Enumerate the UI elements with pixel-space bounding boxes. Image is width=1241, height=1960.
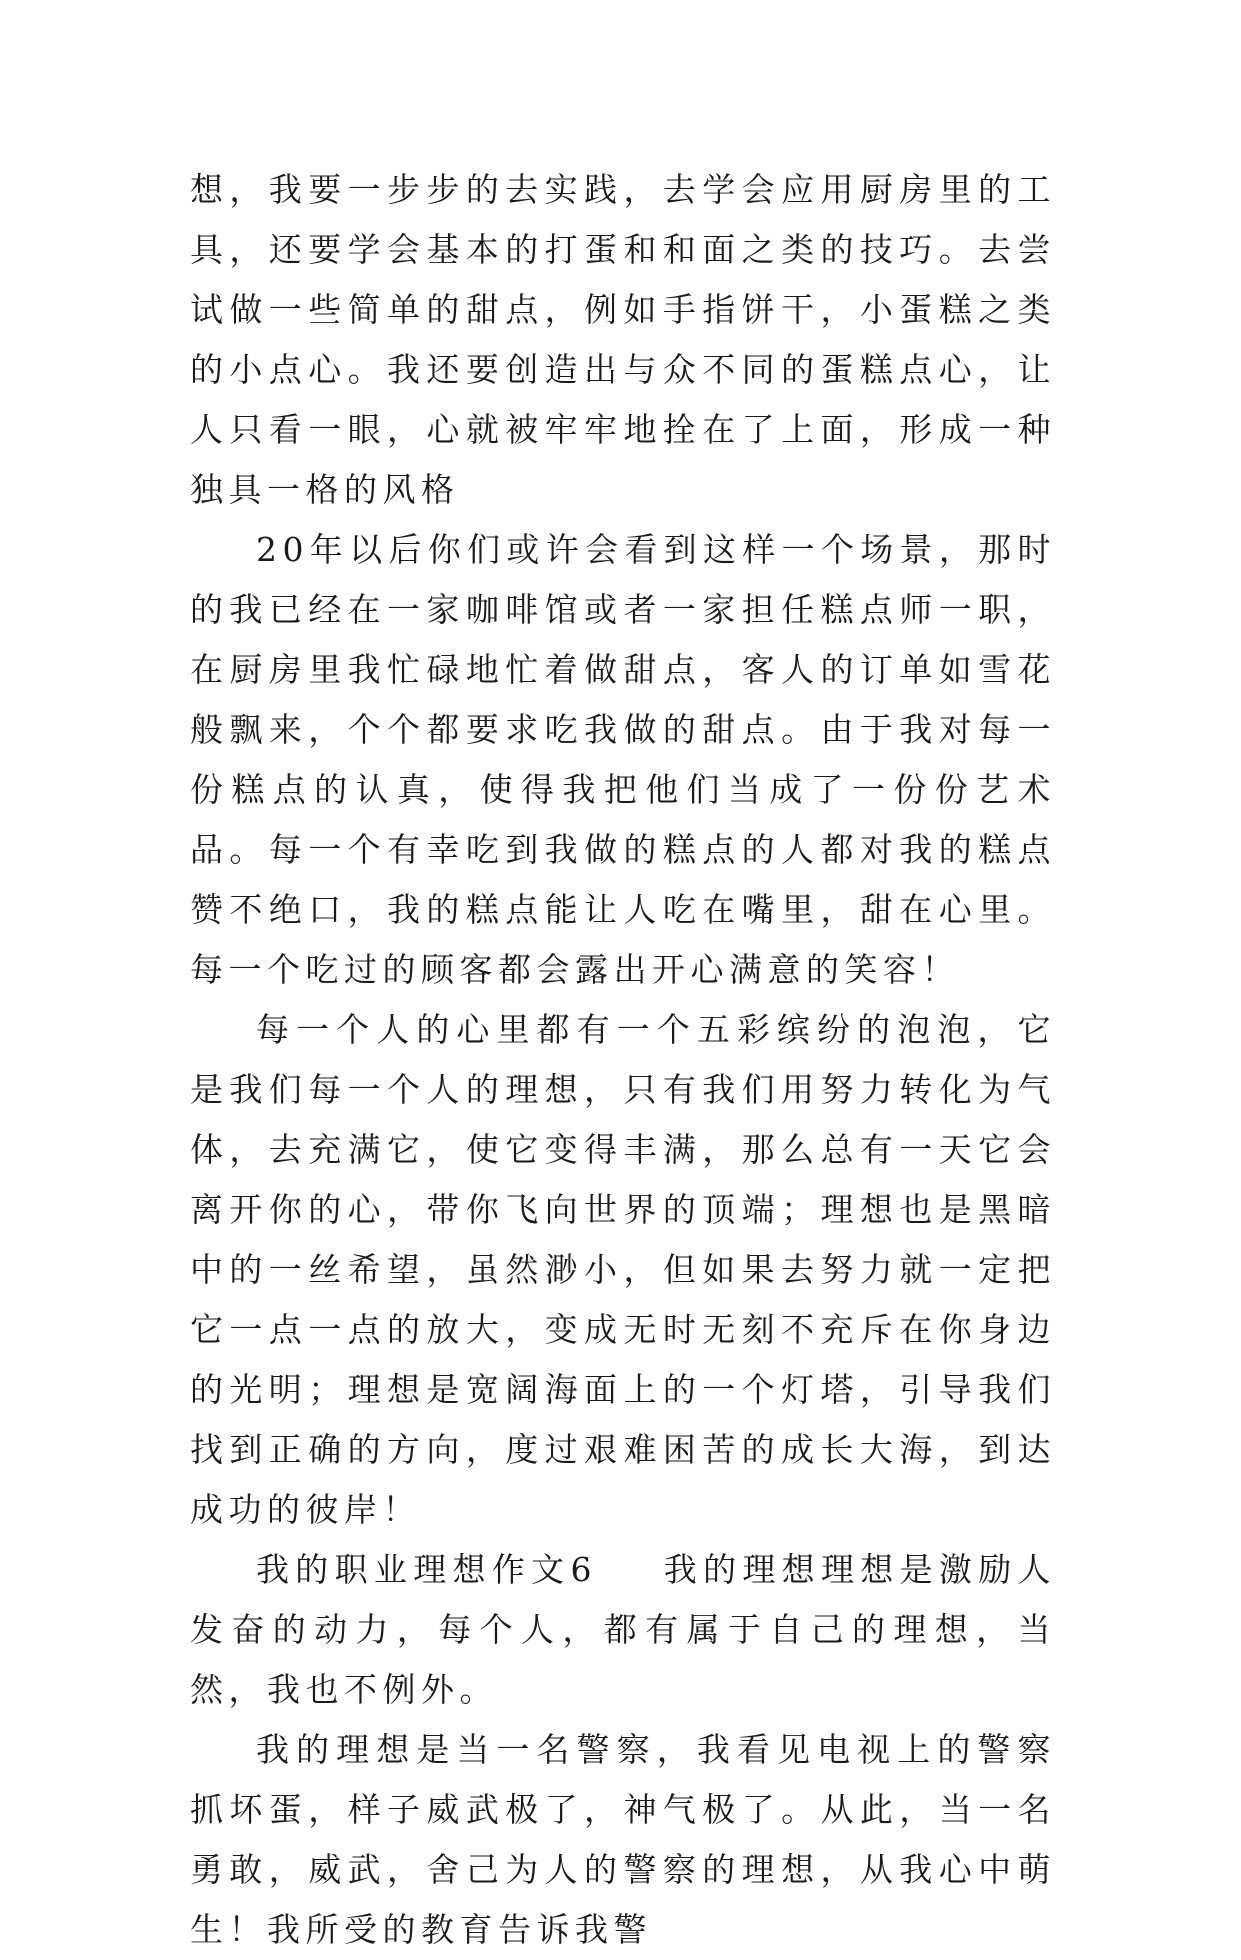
- document-body: [190, 160, 1056, 1960]
- section-heading: 我的职业理想作文6: [256, 1550, 597, 1589]
- paragraph-2: 20年以后你们或许会看到这样一个场景，那时的我已经在一家咖啡馆或者一家担任糕点师一职，在厨房里我忙碌地忙着做甜点，客人的订单如雪花般飘来，个个都要求吃我做的甜点。由于我对每一份糕点的认真，使得我把他们当成了一份份艺术品。每一个有幸吃到我做的糕点的人都对我的糕点赞不绝口，我的糕点能让人吃在嘴里，甜在心里。每一个吃过的顾客都会露出开心满意的笑容！: [190, 530, 1056, 989]
- paragraph-4-text: 我的理想理想是激励人发奋的动力，每个人，都有属于自己的理想，当然，我也不例外。: [190, 1550, 1057, 1709]
- paragraph-1: 想，我要一步步的去实践，去学会应用厨房里的工具，还要学会基本的打蛋和和面之类的技巧。去尝试做一些简单的甜点，例如手指饼干，小蛋糕之类的小点心。我还要创造出与众不同的蛋糕点心，让人只看一眼，心就被牢牢地拴在了上面，形成一种独具一格的风格: [190, 170, 1056, 509]
- paragraph-4: [190, 1540, 1056, 1720]
- paragraph-5: 我的理想是当一名警察，我看见电视上的警察抓坏蛋，样子威武极了，神气极了。从此，当一名勇敢，威武，舍己为人的警察的理想，从我心中萌生！我所受的教育告诉我警: [190, 1730, 1056, 1949]
- paragraph-3: 每一个人的心里都有一个五彩缤纷的泡泡，它是我们每一个人的理想，只有我们用努力转化为气体，去充满它，使它变得丰满，那么总有一天它会离开你的心，带你飞向世界的顶端；理想也是黑暗中的一丝希望，虽然渺小，但如果去努力就一定把它一点一点的放大，变成无时无刻不充斥在你身边的光明；理想是宽阔海面上的一个灯塔，引导我们找到正确的方向，度过艰难困苦的成长大海，到达成功的彼岸！: [190, 1010, 1056, 1529]
